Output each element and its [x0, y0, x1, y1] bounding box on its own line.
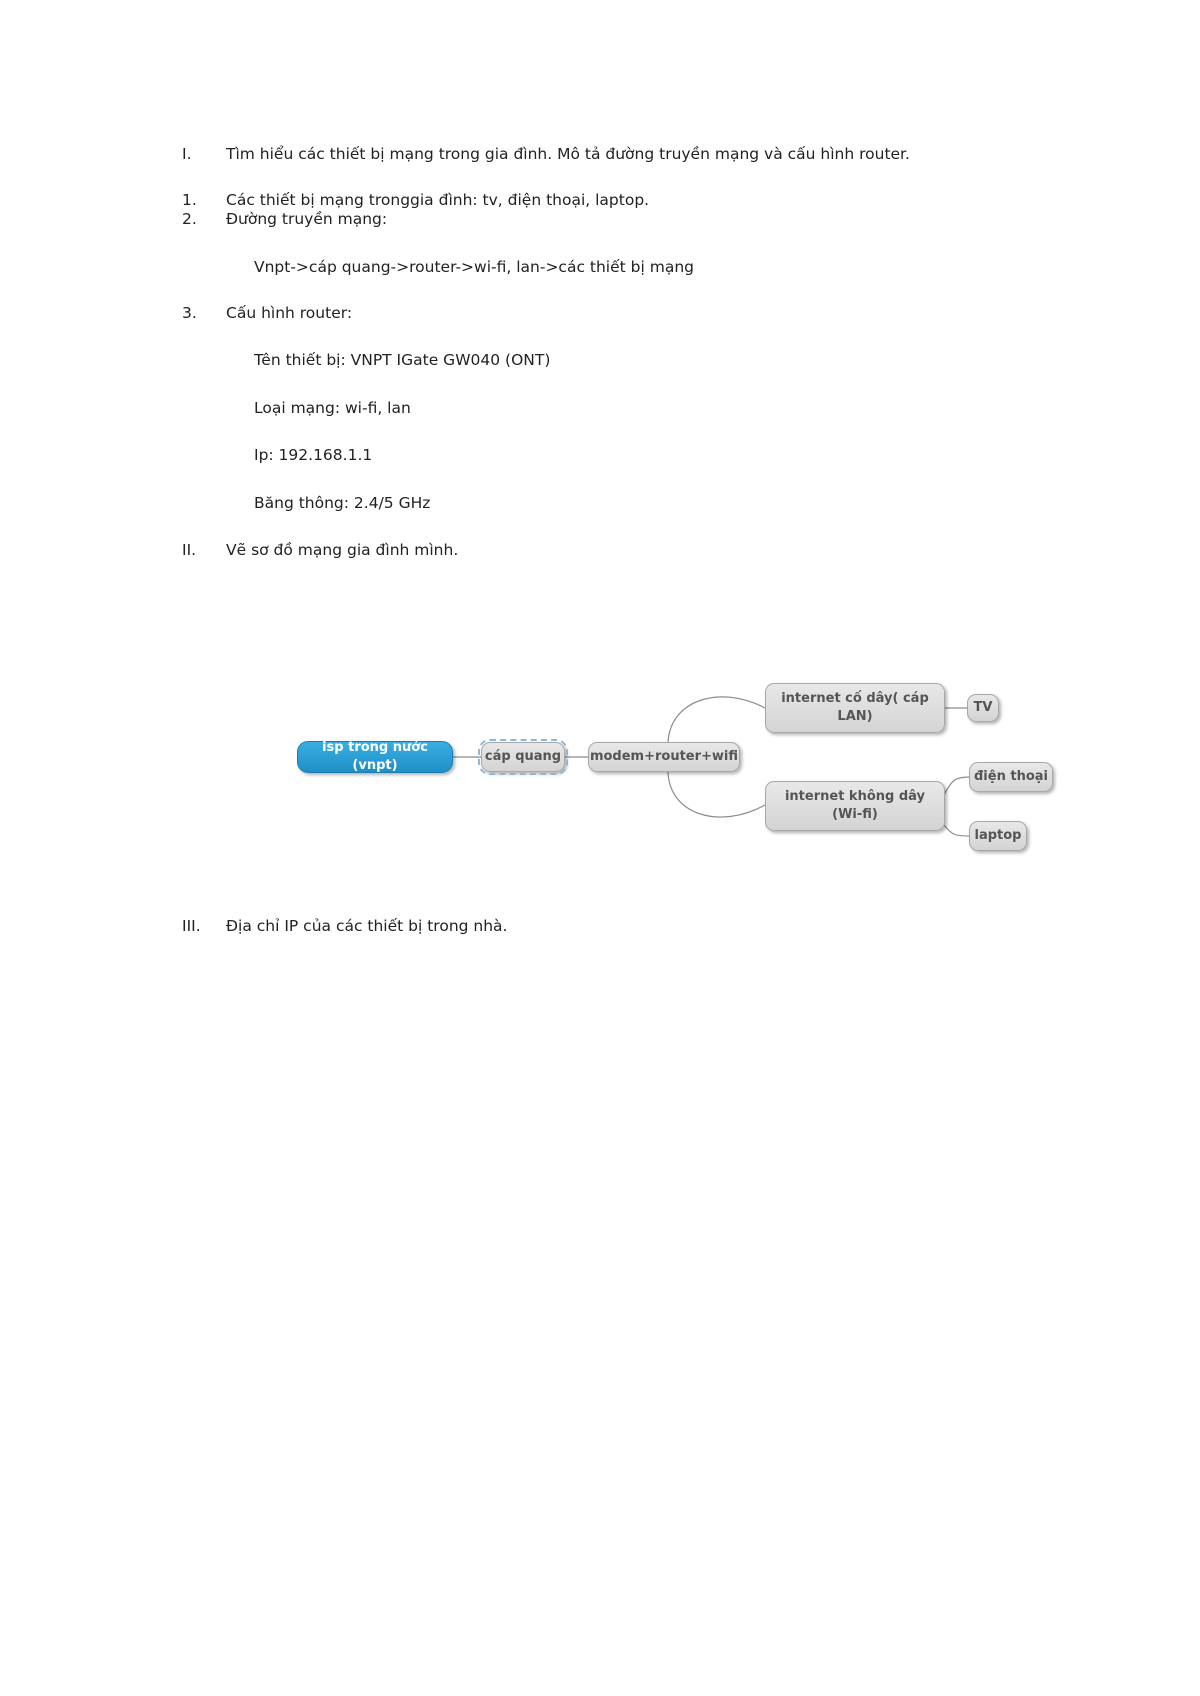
section-1-heading: Tìm hiểu các thiết bị mạng trong gia đình. Mô tả đường truyền mạng và cấu hình router.	[226, 145, 910, 163]
section-2-heading: Vẽ sơ đồ mạng gia đình mình.	[226, 541, 459, 559]
mindmap-node-fiber[interactable]: cáp quang	[481, 742, 565, 772]
list-item-2-text: Đường truyền mạng:	[226, 210, 388, 228]
section-3-heading: Địa chỉ IP của các thiết bị trong nhà.	[226, 917, 508, 935]
connector-modem-wired	[668, 697, 765, 745]
section-3-marker: III.	[182, 917, 201, 935]
section-2-marker: II.	[182, 541, 197, 559]
list-item-1-marker: 1.	[182, 191, 197, 209]
mindmap-node-isp[interactable]: isp trong nước (vnpt)	[297, 741, 453, 773]
router-ip-text: Ip: 192.168.1.1	[254, 446, 373, 464]
router-network-type-text: Loại mạng: wi-fi, lan	[254, 399, 411, 417]
list-item-2-marker: 2.	[182, 210, 197, 228]
list-item-3-marker: 3.	[182, 304, 197, 322]
router-device-name-text: Tên thiết bị: VNPT IGate GW040 (ONT)	[254, 351, 551, 369]
connector-wireless-phone	[944, 777, 969, 795]
connector-wireless-laptop	[944, 825, 969, 836]
mindmap-node-wired[interactable]: internet cố dây( cáp LAN)	[765, 683, 945, 733]
list-item-3-text: Cấu hình router:	[226, 304, 353, 322]
router-bandwidth-text: Băng thông: 2.4/5 GHz	[254, 494, 431, 512]
connector-modem-wireless	[668, 770, 765, 817]
mindmap-node-modem[interactable]: modem+router+wifi	[588, 742, 740, 772]
mindmap-node-tv[interactable]: TV	[967, 694, 999, 722]
mindmap-node-phone[interactable]: điện thoại	[969, 762, 1053, 792]
section-1-marker: I.	[182, 145, 192, 163]
mindmap-node-laptop[interactable]: laptop	[969, 821, 1027, 851]
list-item-1-text: Các thiết bị mạng tronggia đình: tv, điện thoại, laptop.	[226, 191, 650, 209]
network-path-text: Vnpt->cáp quang->router->wi-fi, lan->các thiết bị mạng	[254, 258, 694, 276]
mindmap-node-wireless[interactable]: internet không dây (Wi-fi)	[765, 781, 945, 831]
